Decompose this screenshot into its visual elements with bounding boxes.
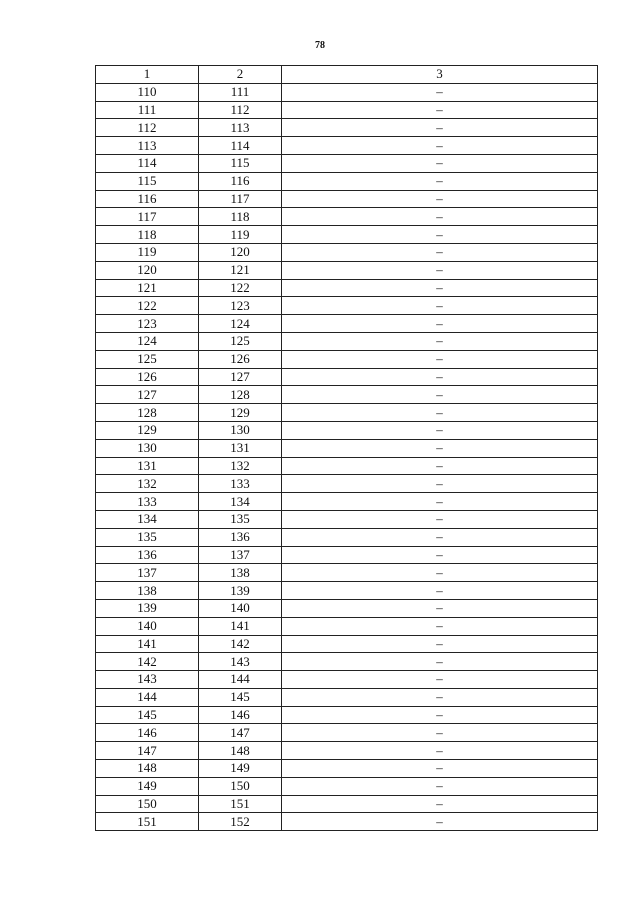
table-cell-col3: – — [282, 332, 598, 350]
table-row — [96, 83, 598, 101]
table-cell-col2: 122 — [199, 279, 282, 297]
table-cell-col1: 143 — [96, 671, 199, 689]
column-header-1: 1 — [96, 66, 199, 84]
table-cell-col2: 132 — [199, 457, 282, 475]
table-cell-col1: 113 — [96, 137, 199, 155]
table-cell-col1: 129 — [96, 421, 199, 439]
table-cell-col2: 134 — [199, 493, 282, 511]
table-cell-col2: 120 — [199, 243, 282, 261]
table-row — [96, 760, 598, 778]
table-body — [96, 83, 598, 830]
column-header-3: 3 — [282, 66, 598, 84]
table-cell-col3: – — [282, 760, 598, 778]
table-header — [96, 66, 598, 84]
table-cell-col3: – — [282, 742, 598, 760]
table-row — [96, 279, 598, 297]
table-cell-col1: 111 — [96, 101, 199, 119]
table-cell-col1: 135 — [96, 528, 199, 546]
table-cell-col2: 143 — [199, 653, 282, 671]
table-row — [96, 706, 598, 724]
table-cell-col2: 145 — [199, 688, 282, 706]
table-cell-col1: 141 — [96, 635, 199, 653]
table-cell-col2: 127 — [199, 368, 282, 386]
table-cell-col2: 140 — [199, 599, 282, 617]
table-row — [96, 724, 598, 742]
table-cell-col2: 115 — [199, 154, 282, 172]
table-row — [96, 297, 598, 315]
table-cell-col1: 112 — [96, 119, 199, 137]
table-cell-col2: 118 — [199, 208, 282, 226]
table-cell-col1: 127 — [96, 386, 199, 404]
table-cell-col2: 149 — [199, 760, 282, 778]
table-cell-col1: 114 — [96, 154, 199, 172]
table-cell-col1: 132 — [96, 475, 199, 493]
table-cell-col1: 144 — [96, 688, 199, 706]
table-cell-col1: 151 — [96, 813, 199, 831]
table-row — [96, 243, 598, 261]
table-cell-col1: 139 — [96, 599, 199, 617]
table-row — [96, 154, 598, 172]
table-row — [96, 564, 598, 582]
table-cell-col1: 148 — [96, 760, 199, 778]
table-cell-col2: 130 — [199, 421, 282, 439]
table-cell-col3: – — [282, 706, 598, 724]
table-cell-col1: 133 — [96, 493, 199, 511]
table-cell-col2: 121 — [199, 261, 282, 279]
table-cell-col2: 136 — [199, 528, 282, 546]
table-cell-col3: – — [282, 528, 598, 546]
table-cell-col2: 152 — [199, 813, 282, 831]
table-cell-col2: 124 — [199, 315, 282, 333]
table-cell-col2: 142 — [199, 635, 282, 653]
page-number: 78 — [315, 40, 325, 51]
table-cell-col3: – — [282, 119, 598, 137]
table-cell-col1: 123 — [96, 315, 199, 333]
table-cell-col3: – — [282, 243, 598, 261]
table-cell-col2: 119 — [199, 226, 282, 244]
table-cell-col1: 116 — [96, 190, 199, 208]
table-row — [96, 226, 598, 244]
table-cell-col1: 130 — [96, 439, 199, 457]
table-cell-col3: – — [282, 457, 598, 475]
table-row — [96, 653, 598, 671]
table-cell-col2: 151 — [199, 795, 282, 813]
table-cell-col3: – — [282, 439, 598, 457]
table-row — [96, 457, 598, 475]
table-cell-col2: 137 — [199, 546, 282, 564]
table-row — [96, 386, 598, 404]
table-cell-col1: 131 — [96, 457, 199, 475]
table-row — [96, 119, 598, 137]
table-row — [96, 261, 598, 279]
table-row — [96, 617, 598, 635]
table-cell-col3: – — [282, 671, 598, 689]
table-cell-col2: 144 — [199, 671, 282, 689]
table-row — [96, 635, 598, 653]
table-row — [96, 777, 598, 795]
table-cell-col3: – — [282, 688, 598, 706]
table-row — [96, 546, 598, 564]
table-cell-col3: – — [282, 261, 598, 279]
table-cell-col3: – — [282, 635, 598, 653]
table-cell-col3: – — [282, 172, 598, 190]
table-cell-col3: – — [282, 510, 598, 528]
table-row — [96, 795, 598, 813]
table-cell-col2: 139 — [199, 582, 282, 600]
table-cell-col2: 133 — [199, 475, 282, 493]
table-row — [96, 439, 598, 457]
table-cell-col3: – — [282, 386, 598, 404]
table-cell-col1: 126 — [96, 368, 199, 386]
table-cell-col3: – — [282, 190, 598, 208]
table-cell-col3: – — [282, 404, 598, 422]
table-row — [96, 813, 598, 831]
table-cell-col3: – — [282, 279, 598, 297]
data-table — [95, 65, 598, 831]
table-cell-col1: 121 — [96, 279, 199, 297]
table-cell-col1: 147 — [96, 742, 199, 760]
table-cell-col3: – — [282, 137, 598, 155]
table-row — [96, 172, 598, 190]
table-cell-col2: 138 — [199, 564, 282, 582]
table-row — [96, 582, 598, 600]
table-cell-col2: 112 — [199, 101, 282, 119]
table-cell-col3: – — [282, 599, 598, 617]
table-cell-col3: – — [282, 350, 598, 368]
table-cell-col3: – — [282, 421, 598, 439]
table-row — [96, 671, 598, 689]
table-cell-col2: 117 — [199, 190, 282, 208]
table-cell-col1: 149 — [96, 777, 199, 795]
table-cell-col1: 134 — [96, 510, 199, 528]
table-cell-col1: 145 — [96, 706, 199, 724]
table-cell-col3: – — [282, 777, 598, 795]
table-cell-col2: 126 — [199, 350, 282, 368]
table-cell-col1: 115 — [96, 172, 199, 190]
table-cell-col1: 138 — [96, 582, 199, 600]
table-cell-col1: 118 — [96, 226, 199, 244]
table-cell-col3: – — [282, 795, 598, 813]
table-cell-col2: 141 — [199, 617, 282, 635]
table-row — [96, 404, 598, 422]
table-row — [96, 475, 598, 493]
table-cell-col2: 114 — [199, 137, 282, 155]
table-row — [96, 528, 598, 546]
table-cell-col1: 119 — [96, 243, 199, 261]
table-cell-col1: 122 — [96, 297, 199, 315]
table-row — [96, 190, 598, 208]
table-cell-col2: 150 — [199, 777, 282, 795]
table-row — [96, 101, 598, 119]
table-cell-col2: 147 — [199, 724, 282, 742]
table-row — [96, 208, 598, 226]
table-cell-col1: 110 — [96, 83, 199, 101]
table-cell-col1: 150 — [96, 795, 199, 813]
table-cell-col1: 124 — [96, 332, 199, 350]
table-cell-col2: 148 — [199, 742, 282, 760]
table-cell-col1: 142 — [96, 653, 199, 671]
table-cell-col3: – — [282, 101, 598, 119]
column-header-2: 2 — [199, 66, 282, 84]
table-cell-col3: – — [282, 724, 598, 742]
table-row — [96, 599, 598, 617]
header-row — [96, 66, 598, 84]
table-row — [96, 137, 598, 155]
table-cell-col3: – — [282, 546, 598, 564]
table-cell-col3: – — [282, 226, 598, 244]
table-cell-col1: 117 — [96, 208, 199, 226]
table-cell-col3: – — [282, 83, 598, 101]
table-row — [96, 350, 598, 368]
table-cell-col2: 129 — [199, 404, 282, 422]
table-cell-col3: – — [282, 475, 598, 493]
table-cell-col2: 111 — [199, 83, 282, 101]
table-row — [96, 510, 598, 528]
table-cell-col2: 116 — [199, 172, 282, 190]
table-row — [96, 421, 598, 439]
table-cell-col3: – — [282, 315, 598, 333]
table-cell-col1: 136 — [96, 546, 199, 564]
table-cell-col3: – — [282, 368, 598, 386]
table-cell-col2: 128 — [199, 386, 282, 404]
table-cell-col3: – — [282, 493, 598, 511]
table-row — [96, 332, 598, 350]
table-cell-col3: – — [282, 208, 598, 226]
table-cell-col2: 125 — [199, 332, 282, 350]
table-cell-col3: – — [282, 653, 598, 671]
table-row — [96, 315, 598, 333]
table-cell-col2: 131 — [199, 439, 282, 457]
table-cell-col3: – — [282, 154, 598, 172]
table-cell-col2: 123 — [199, 297, 282, 315]
table-cell-col2: 113 — [199, 119, 282, 137]
table-cell-col2: 146 — [199, 706, 282, 724]
table-cell-col3: – — [282, 617, 598, 635]
table-cell-col3: – — [282, 564, 598, 582]
table-cell-col1: 128 — [96, 404, 199, 422]
table-cell-col1: 120 — [96, 261, 199, 279]
table-cell-col1: 125 — [96, 350, 199, 368]
table-row — [96, 493, 598, 511]
table-cell-col3: – — [282, 297, 598, 315]
table-cell-col2: 135 — [199, 510, 282, 528]
table-cell-col3: – — [282, 813, 598, 831]
table-cell-col1: 140 — [96, 617, 199, 635]
table-row — [96, 368, 598, 386]
table-row — [96, 742, 598, 760]
table-row — [96, 688, 598, 706]
table-cell-col1: 137 — [96, 564, 199, 582]
table-cell-col1: 146 — [96, 724, 199, 742]
table-cell-col3: – — [282, 582, 598, 600]
